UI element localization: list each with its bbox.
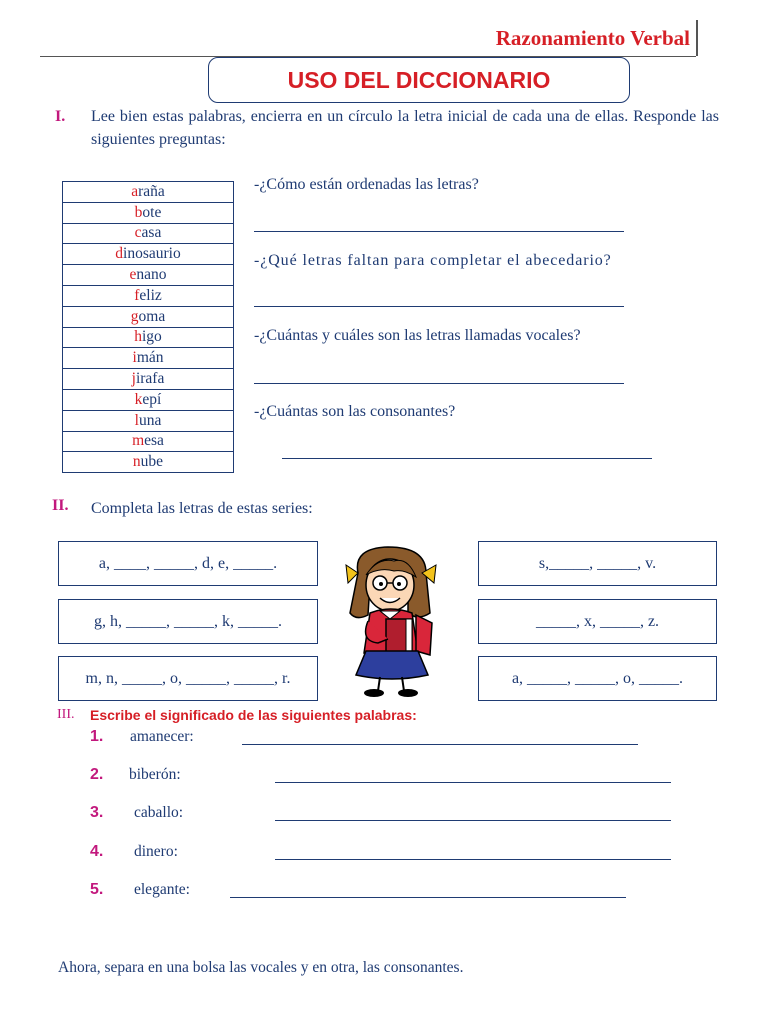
word-rest: irafa: [135, 370, 165, 388]
word-cell[interactable]: [63, 182, 234, 203]
header-vertical-bar: [696, 20, 698, 56]
word-cell[interactable]: [63, 202, 234, 223]
series-box-right-1[interactable]: [478, 541, 717, 586]
word-row: [63, 265, 234, 286]
word-initial-letter[interactable]: i: [132, 349, 137, 367]
word-initial-letter[interactable]: j: [131, 370, 136, 388]
question-4: -¿Cuántas son las consonantes?: [254, 403, 456, 420]
word-row: [63, 182, 234, 203]
word-initial-letter[interactable]: k: [134, 390, 143, 408]
word-initial-letter[interactable]: f: [134, 286, 140, 304]
word-initial-letter[interactable]: l: [134, 411, 139, 429]
word-table: [62, 181, 234, 473]
word-row: [63, 369, 234, 390]
word-rest: asa: [141, 224, 162, 242]
word-rest: mán: [136, 349, 164, 367]
word-row: [63, 452, 234, 473]
word-cell[interactable]: [63, 431, 234, 452]
word-cell[interactable]: [63, 369, 234, 390]
word-initial-letter[interactable]: c: [134, 224, 142, 242]
section3-numeral: III.: [57, 707, 75, 722]
question-3: -¿Cuántas y cuáles son las letras llamadas vocales?: [254, 327, 581, 344]
word-rest: epí: [142, 390, 162, 408]
word-initial-letter[interactable]: h: [134, 328, 142, 346]
section1-numeral: I.: [55, 108, 66, 125]
section2-instruction: Completa las letras de estas series:: [91, 500, 313, 517]
series-box-left-2[interactable]: [58, 599, 318, 644]
question-2: -¿Qué letras faltan para completar el abecedario?: [254, 252, 612, 269]
word-cell[interactable]: [63, 327, 234, 348]
worksheet-title: USO DEL DICCIONARIO: [208, 57, 630, 103]
word-initial-letter[interactable]: d: [115, 245, 124, 263]
section3-instruction: Escribe el significado de las siguientes palabras:: [90, 707, 417, 723]
series-text: a, ____, _____, d, e, _____.: [98, 554, 278, 572]
word-rest: una: [138, 411, 162, 429]
word-row: [63, 244, 234, 265]
item-number-1: 1.: [90, 728, 104, 745]
word-initial-letter[interactable]: e: [129, 266, 137, 284]
series-box-left-1[interactable]: [58, 541, 318, 586]
word-initial-letter[interactable]: n: [132, 453, 141, 471]
word-rest: oma: [138, 307, 166, 325]
answer-line-3[interactable]: [254, 382, 624, 384]
item-number-2: 2.: [90, 766, 104, 783]
item-word-4: dinero:: [134, 843, 178, 860]
item-number-4: 4.: [90, 843, 104, 860]
word-cell[interactable]: [63, 410, 234, 431]
word-cell[interactable]: [63, 452, 234, 473]
word-row: [63, 202, 234, 223]
word-row: [63, 327, 234, 348]
word-rest: ube: [140, 453, 164, 471]
item-number-3: 3.: [90, 804, 104, 821]
word-row: [63, 285, 234, 306]
word-rest: eliz: [139, 286, 162, 304]
section2-numeral: II.: [52, 497, 69, 514]
item-word-1: amanecer:: [130, 728, 194, 745]
definition-line-1[interactable]: [242, 743, 638, 745]
word-rest: nano: [136, 266, 167, 284]
question-1: -¿Cómo están ordenadas las letras?: [254, 176, 479, 193]
series-text: a, _____, _____, o, _____.: [511, 669, 684, 687]
word-row: [63, 348, 234, 369]
answer-line-4[interactable]: [282, 457, 652, 459]
series-box-right-2[interactable]: [478, 599, 717, 644]
series-text: g, h, _____, _____, k, _____.: [94, 612, 282, 630]
word-cell[interactable]: [63, 265, 234, 286]
word-rest: raña: [138, 182, 165, 200]
word-row: [63, 389, 234, 410]
item-word-3: caballo:: [134, 804, 184, 821]
word-row: [63, 410, 234, 431]
word-cell[interactable]: [63, 244, 234, 265]
word-rest: esa: [144, 432, 164, 450]
definition-line-2[interactable]: [275, 781, 671, 783]
series-text: s,_____, _____, v.: [538, 554, 657, 572]
word-cell[interactable]: [63, 389, 234, 410]
word-cell[interactable]: [63, 348, 234, 369]
girl-with-book-icon: [338, 543, 448, 698]
word-initial-letter[interactable]: a: [131, 182, 139, 200]
subject-title: Razonamiento Verbal: [495, 26, 690, 50]
word-row: [63, 223, 234, 244]
definition-line-4[interactable]: [275, 858, 671, 860]
answer-line-2[interactable]: [254, 305, 624, 307]
answer-line-1[interactable]: [254, 230, 624, 232]
word-rest: inosaurio: [123, 245, 181, 263]
item-number-5: 5.: [90, 881, 104, 898]
series-box-left-3[interactable]: [58, 656, 318, 701]
section1-instruction: Lee bien estas palabras, encierra en un círculo la letra inicial de cada una de ellas. Responde las siguientes preguntas:: [91, 108, 719, 148]
word-rest: ote: [142, 203, 162, 221]
word-rest: igo: [141, 328, 162, 346]
series-text: _____, x, _____, z.: [535, 612, 660, 630]
word-row: [63, 306, 234, 327]
word-initial-letter[interactable]: g: [130, 307, 139, 325]
series-box-right-3[interactable]: [478, 656, 717, 701]
series-text: m, n, _____, o, _____, _____, r.: [85, 669, 291, 687]
word-row: [63, 431, 234, 452]
item-word-2: biberón:: [129, 766, 181, 783]
definition-line-5[interactable]: [230, 896, 626, 898]
word-initial-letter[interactable]: b: [134, 203, 143, 221]
item-word-5: elegante:: [134, 881, 190, 898]
word-cell[interactable]: [63, 306, 234, 327]
word-cell[interactable]: [63, 223, 234, 244]
definition-line-3[interactable]: [275, 819, 671, 821]
footer-instruction: Ahora, separa en una bolsa las vocales y en otra, las consonantes.: [58, 959, 464, 976]
word-cell[interactable]: [63, 285, 234, 306]
word-initial-letter[interactable]: m: [132, 432, 145, 450]
